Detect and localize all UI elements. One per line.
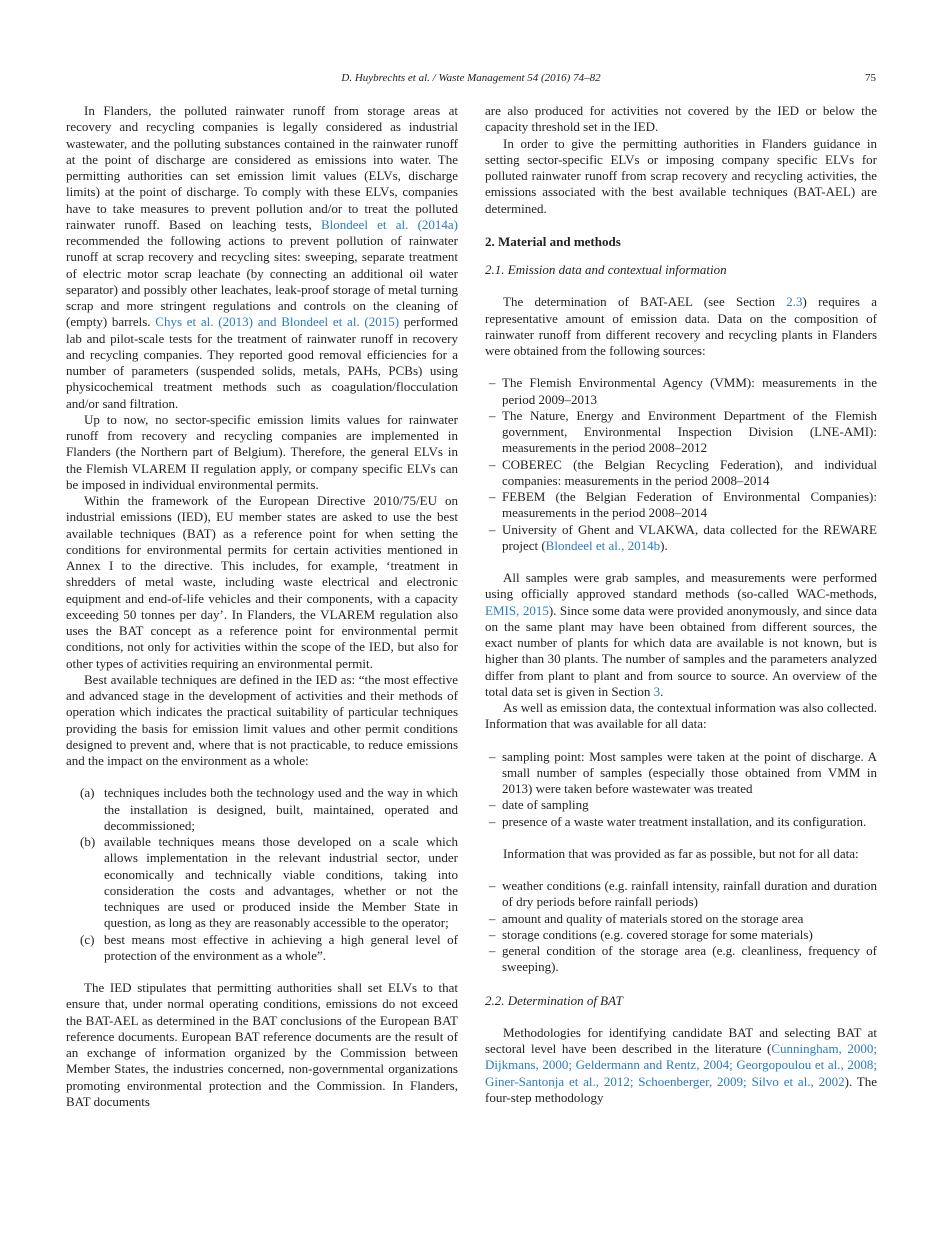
- list-item: – sampling point: Most samples were taken at the point of discharge. A small number of samples (especially those obtained from VMM in 2013) were taken before wastewater was treated: [489, 748, 877, 796]
- running-header: [66, 72, 876, 90]
- citation-link[interactable]: Chys et al. (2013) and Blondeel et al. (2015): [155, 314, 400, 330]
- definition-list: [66, 785, 458, 964]
- list-item: – amount and quality of materials stored on the storage area: [489, 910, 804, 926]
- list-item: – COBEREC (the Belgian Recycling Federation), and individual companies: measurements in the period 2008–2014: [489, 456, 877, 488]
- citation-link[interactable]: Cunningham, 2000; Dijkmans, 2000; Geldermann and Rentz, 2004; Georgopoulou et al., 2008; Giner-Santonja et al., 2012; Schoenberger, 2009; Silvo et al., 2002: [485, 1041, 877, 1089]
- citation-link[interactable]: Blondeel et al. (2014a): [321, 216, 458, 232]
- list-item: – FEBEM (the Belgian Federation of Environmental Companies): measurements in the period 2008–2014: [489, 489, 877, 521]
- left-column: [66, 103, 458, 1110]
- list-item: – storage conditions (e.g. covered storage for some materials): [489, 926, 813, 942]
- list-item: (b) available techniques means those developed on a scale which allows implementation in the relevant industrial sector, under economically and technically viable conditions, taking into consideration the costs and advantages, whether or not the techniques are used or produced inside the Member State in question, as long as they are reasonably accessible to the operator;: [80, 834, 458, 931]
- context-list-partial: [485, 878, 877, 976]
- running-title: D. Huybrechts et al. / Waste Management 54 (2016) 74–82: [341, 72, 601, 84]
- paragraph: Up to now, no sector-specific emission limits values for rainwater runoff from recovery and recycling companies are implemented in Flanders (the Northern part of Belgium). Therefore, the general ELVs in the Flemish VLAREM II regulation apply, or company specific ELVs can be imposed in individual environmental permits.: [66, 411, 458, 492]
- source-list: [485, 375, 877, 554]
- list-item: (a) techniques includes both the technology used and the way in which the installation is designed, built, maintained, operated and decommissioned;: [80, 785, 458, 833]
- section-heading: 2. Material and methods: [485, 233, 621, 249]
- list-item: – The Flemish Environmental Agency (VMM): measurements in the period 2009–2013: [489, 375, 877, 407]
- paragraph: Methodologies for identifying candidate BAT and selecting BAT at sectoral level have been described in the literature (Cunningham, 2000; Dijkmans, 2000; Geldermann and Rentz, 2004; Georgopoulou et al., 2008; Giner-Santonja et al., 2012; Schoenberger, 2009; Silvo et al., 2002). The four-step methodology: [485, 1024, 877, 1105]
- paragraph: The determination of BAT-AEL (see Section 2.3) requires a representative amount of emission data. Data on the composition of rainwater runoff from different recovery and recycling plants in Flanders were obtained from the following sources:: [485, 294, 877, 358]
- paragraph: In order to give the permitting authorities in Flanders guidance in setting sector-specific ELVs or imposing company specific ELVs for polluted rainwater runoff from scrap recovery and recycling activities, the emissions associated with the best available techniques (BAT-AEL) are determined.: [485, 135, 877, 216]
- paragraph: are also produced for activities not covered by the IED or below the capacity threshold set in the IED.: [485, 103, 877, 135]
- list-item: – date of sampling: [489, 797, 589, 813]
- paragraph: In Flanders, the polluted rainwater runoff from storage areas at recovery and recycling companies is legally considered as industrial wastewater, and the polluting substances contained in the rainwater runoff at the point of discharge are considered as emissions into water. The permitting authorities can set emission limit values (ELVs, discharge limits) at the point of discharge. To comply with these ELVs, companies have to take measures to prevent pollution and/or to treat the polluted rainwater runoff. Based on leaching tests, Blondeel et al. (2014a) recommended the following actions to prevent pollution of rainwater runoff at scrap recovery and recycling sites: sweeping, separate treatment of electric motor scrap leachate (by connecting an additional oil water separator) and possibly other leachates, leak-proof storage of metal turning scrap and more stringent regulations and controls on the cleaning of (empty) barrels. Chys et al. (2013) and Blondeel et al. (2015) performed lab and pilot-scale tests for the treatment of rainwater runoff in recovery and recycling companies. They reported good removal efficiencies for a number of parameters (suspended solids, metals, PAHs, PCBs) using physicochemical treatment methods such as coagulation/flocculation and/or sand filtration.: [66, 103, 458, 411]
- list-item: – University of Ghent and VLAKWA, data collected for the REWARE project (Blondeel et al., 2014b).: [489, 521, 877, 553]
- paragraph: Best available techniques are defined in the IED as: “the most effective and advanced stage in the development of activities and their methods of operation which indicates the practical suitability of particular techniques providing the basis for emission limit values and other permit conditions designed to prevent and, where that is not practicable, to reduce emissions and the impact on the environment as a whole:: [66, 671, 458, 768]
- list-item: – The Nature, Energy and Environment Department of the Flemish government, Environmental Inspection Division (LNE-AMI): measurements in the period 2008–2012: [489, 407, 877, 456]
- list-item: – general condition of the storage area (e.g. cleanliness, frequency of sweeping).: [489, 943, 877, 975]
- list-item: – weather conditions (e.g. rainfall intensity, rainfall duration and duration of dry periods before rainfall periods): [489, 878, 877, 910]
- paragraph: As well as emission data, the contextual information was also collected. Information that was available for all data:: [485, 700, 878, 732]
- paragraph: All samples were grab samples, and measurements were performed using officially approved standard methods (so-called WAC-methods, EMIS, 2015). Since some data were provided anonymously, and since data on the same plant may have been obtained from different sources, the exact number of plants for which data are available is not known, but is higher than 30 plants. The number of samples and the parameters analyzed differ from plant to plant and from source to source. An overview of the total data set is given in Section 3.: [485, 570, 877, 699]
- section-link[interactable]: 2.3: [786, 294, 803, 310]
- page-number: 75: [865, 72, 876, 84]
- list-item: – presence of a waste water treatment installation, and its configuration.: [489, 813, 867, 829]
- list-item: (c) best means most effective in achieving a high general level of protection of the environment as a whole”.: [80, 931, 458, 963]
- paragraph: The IED stipulates that permitting authorities shall set ELVs to that ensure that, under normal operating conditions, emissions do not exceed the BAT-AEL as determined in the BAT conclusions of the European BAT reference documents. European BAT reference documents are the result of an exchange of information organized by the Commission between Member States, the industries concerned, non-governmental organizations promoting environmental protection and the Commission. In Flanders, BAT documents: [66, 980, 458, 1109]
- subsection-heading: 2.1. Emission data and contextual information: [485, 262, 727, 277]
- section-link[interactable]: 3: [653, 683, 661, 699]
- citation-link[interactable]: EMIS, 2015: [485, 602, 549, 618]
- paragraph: Within the framework of the European Directive 2010/75/EU on industrial emissions (IED), EU member states are asked to use the best available techniques (BAT) as a reference point for when setting the conditions for environmental permits for certain activities mentioned in Annex I to the directive. This includes, for example, ‘treatment in shredders of metal waste, including waste electrical and electronic equipment and end-of-life vehicles and their components, with a capacity exceeding 50 tonnes per day’. In Flanders, the VLAREM regulation also uses the BAT concept as a reference point for environmental permit conditions, not only for activities within the scope of the IED, but also for other types of activities requiring an environmental permit.: [66, 493, 458, 671]
- right-column: [485, 103, 877, 1106]
- citation-link[interactable]: Blondeel et al., 2014b: [545, 537, 661, 553]
- subsection-heading: 2.2. Determination of BAT: [485, 992, 623, 1008]
- context-list-all: [485, 749, 877, 830]
- paragraph: Information that was provided as far as possible, but not for all data:: [503, 845, 859, 861]
